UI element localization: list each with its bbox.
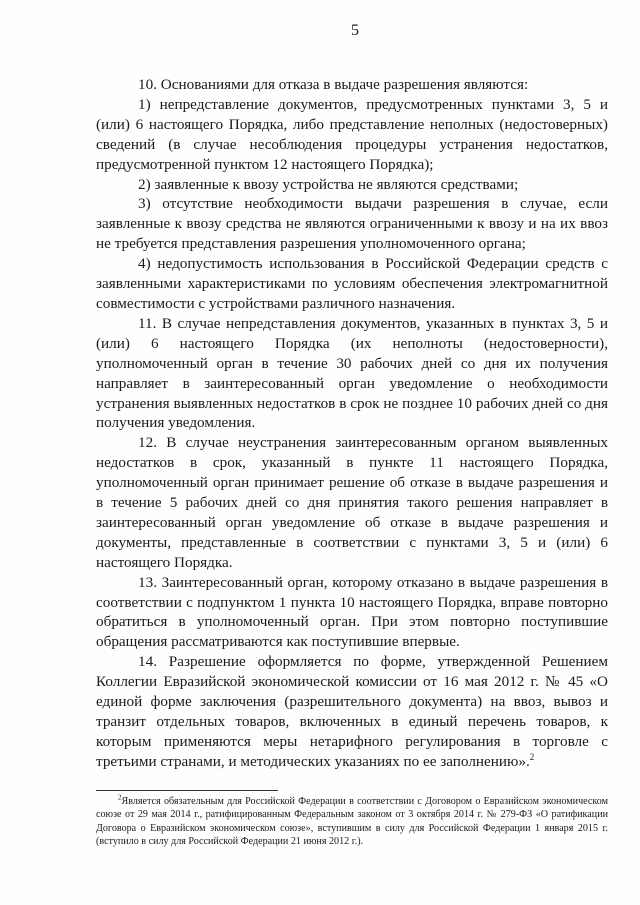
page-number: 5 — [351, 22, 359, 39]
paragraph-10: 10. Основаниями для отказа в выдаче разрешения являются: — [138, 76, 529, 93]
paragraph-11: 11. В случае непредставления документов, указанных в пунктах 3, 5 и (или) 6 настоящего Порядка (их неполноты (недостоверности), уполномоченный орган в течение 30 рабочих дней со дня их получения направляет в заинтересованный орган уведомление о необходимости устранения выявленных недостатков в срок не позднее 10 рабочих дней со дня получения уведомления. — [96, 314, 608, 432]
document-body — [96, 75, 608, 772]
paragraph-13: 13. Заинтересованный орган, которому отказано в выдаче разрешения в соответствии с подпунктом 1 пункта 10 настоящего Порядка, вправе повторно обратиться в уполномоченный орган. При этом повторно поступившие обращения рассматриваются как поступившие впервые. — [96, 573, 608, 651]
footnote-marker: 2 — [118, 793, 122, 802]
footnote-divider — [96, 790, 278, 791]
paragraph-14 — [96, 652, 608, 771]
footnote-reference[interactable]: 2 — [529, 751, 535, 762]
paragraph-10-item-4: 4) недопустимость использования в Российской Федерации средств с заявленными характеристиками по условиям обеспечения электромагнитной совместимости с устройствами различного назначения. — [96, 255, 608, 312]
paragraph-12: 12. В случае неустранения заинтересованным органом выявленных недостатков в срок, указанный в пункте 11 настоящего Порядка, уполномоченный орган принимает решение об отказе в выдаче разрешения и в течение 5 рабочих дней со дня принятия такого решения направляет в заинтересованный орган уведомление об отказе в выдаче разрешения и документы, представленные в соответствии с пунктами 3, 5 и (или) 6 настоящего Порядка. — [96, 434, 608, 571]
paragraph-10-item-3: 3) отсутствие необходимости выдачи разрешения в случае, если заявленные к ввозу средства не являются ограниченными к ввозу и на их ввоз не требуется представления разрешения уполномоченного органа; — [96, 195, 608, 253]
paragraph-14-text: 14. Разрешение оформляется по форме, утвержденной Решением Коллегии Евразийской экономической комиссии от 16 мая 2012 г. № 45 «О единой форме заключения (разрешительного документа) на ввоз, вывоз и транзит отдельных товаров, включенных в единый перечень товаров, к которым применяются меры нетарифного регулирования в торговле с третьими странами, и методических указаниях по ее заполнению». — [96, 653, 608, 770]
footnote — [96, 795, 608, 848]
paragraph-10-item-1: 1) непредставление документов, предусмотренных пунктами 3, 5 и (или) 6 настоящего Порядка, либо представление неполных (недостоверных) сведений (в случае несоблюдения процедуры устранения недостатков, предусмотренной пунктом 12 настоящего Порядка); — [96, 95, 608, 173]
footnote-text: Является обязательным для Российской Федерации в соответствии с Договором о Евразийском экономическом союзе от 29 мая 2014 г., ратифицированным Федеральным законом от 3 октября 2014 г. № 279-ФЗ «О ратификации Договора о Евразийском экономическом союзе», вступившим в силу для Российской Федерации 1 января 2015 г. (вступило в силу для Российской Федерации 21 июня 2012 г.). — [96, 796, 608, 847]
paragraph-10-item-2: 2) заявленные к ввозу устройства не являются средствами; — [138, 175, 519, 193]
